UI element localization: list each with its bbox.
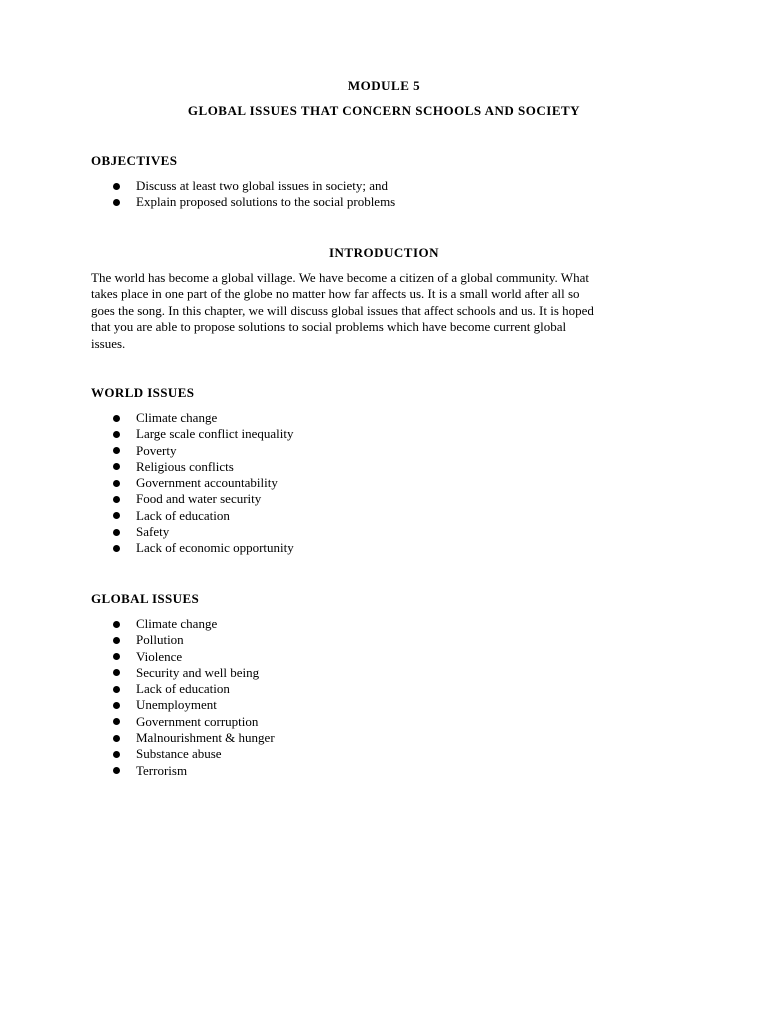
objectives-list — [91, 178, 395, 211]
bullet-icon — [113, 447, 120, 454]
list-item — [91, 508, 294, 524]
list-item-text: Unemployment — [136, 697, 217, 713]
list-item — [91, 697, 275, 713]
list-item — [91, 632, 275, 648]
list-item — [91, 665, 275, 681]
bullet-icon — [113, 529, 120, 536]
bullet-icon — [113, 415, 120, 422]
bullet-icon — [113, 767, 120, 774]
list-item-text: Government corruption — [136, 713, 259, 729]
bullet-icon — [113, 751, 120, 758]
list-item — [91, 459, 294, 475]
list-item-text: Explain proposed solutions to the social problems — [136, 194, 396, 210]
list-item-text: Climate change — [136, 616, 218, 631]
bullet-icon — [113, 637, 120, 644]
module-title: MODULE 5 — [347, 78, 421, 93]
introduction-paragraph — [91, 270, 691, 352]
list-item — [91, 681, 275, 697]
bullet-icon — [113, 669, 120, 676]
list-item — [91, 524, 294, 540]
list-item — [91, 649, 275, 665]
bullet-icon — [113, 199, 120, 206]
introduction-heading: INTRODUCTION — [328, 245, 439, 260]
list-item-text: Food and water security — [136, 491, 262, 507]
world-issues-heading: WORLD ISSUES — [91, 385, 195, 400]
paragraph-line: takes place in one part of the globe no matter how far affects us. It is a small world after all so — [91, 286, 580, 302]
list-item — [91, 194, 395, 210]
bullet-icon — [113, 480, 120, 487]
list-item — [91, 443, 294, 459]
list-item-text: Discuss at least two global issues in society; and — [136, 178, 389, 193]
bullet-icon — [113, 653, 120, 660]
list-item-text: Lack of education — [136, 681, 230, 697]
list-item-text: Safety — [136, 524, 170, 540]
list-item-text: Lack of education — [136, 507, 230, 523]
module-subtitle: GLOBAL ISSUES THAT CONCERN SCHOOLS AND SOCIETY — [187, 103, 581, 118]
list-item — [91, 763, 275, 779]
list-item-text: Security and well being — [136, 664, 260, 680]
list-item-text: Pollution — [136, 632, 184, 648]
list-item — [91, 178, 395, 194]
list-item — [91, 714, 275, 730]
bullet-icon — [113, 431, 120, 438]
list-item-text: Violence — [136, 648, 183, 664]
bullet-icon — [113, 545, 120, 552]
world-issues-list — [91, 410, 294, 557]
list-item — [91, 491, 294, 507]
list-item — [91, 410, 294, 426]
list-item-text: Poverty — [136, 442, 177, 458]
bullet-icon — [113, 735, 120, 742]
bullet-icon — [113, 718, 120, 725]
list-item — [91, 540, 294, 556]
list-item-text: Climate change — [136, 410, 218, 425]
objectives-heading: OBJECTIVES — [91, 153, 178, 168]
list-item-text: Religious conflicts — [136, 458, 234, 474]
bullet-icon — [113, 512, 120, 519]
bullet-icon — [113, 183, 120, 190]
list-item-text: Malnourishment & hunger — [136, 730, 275, 746]
paragraph-line: that you are able to propose solutions to social problems which have become current global — [91, 319, 567, 335]
paragraph-line: The world has become a global village. We have become a citizen of a global community. What — [91, 270, 589, 285]
list-item-text: Large scale conflict inequality — [136, 426, 294, 442]
list-item — [91, 746, 275, 762]
global-issues-heading: GLOBAL ISSUES — [91, 591, 200, 606]
list-item — [91, 475, 294, 491]
paragraph-line: goes the song. In this chapter, we will discuss global issues that affect schools and us. It is hoped — [91, 302, 594, 318]
list-item — [91, 730, 275, 746]
list-item — [91, 426, 294, 442]
bullet-icon — [113, 496, 120, 503]
global-issues-list — [91, 616, 275, 779]
bullet-icon — [113, 463, 120, 470]
list-item-text: Terrorism — [136, 762, 188, 778]
list-item-text: Lack of economic opportunity — [136, 540, 294, 556]
bullet-icon — [113, 686, 120, 693]
paragraph-line: issues. — [91, 335, 126, 351]
bullet-icon — [113, 621, 120, 628]
list-item — [91, 616, 275, 632]
bullet-icon — [113, 702, 120, 709]
list-item-text: Government accountability — [136, 475, 278, 491]
list-item-text: Substance abuse — [136, 746, 222, 762]
